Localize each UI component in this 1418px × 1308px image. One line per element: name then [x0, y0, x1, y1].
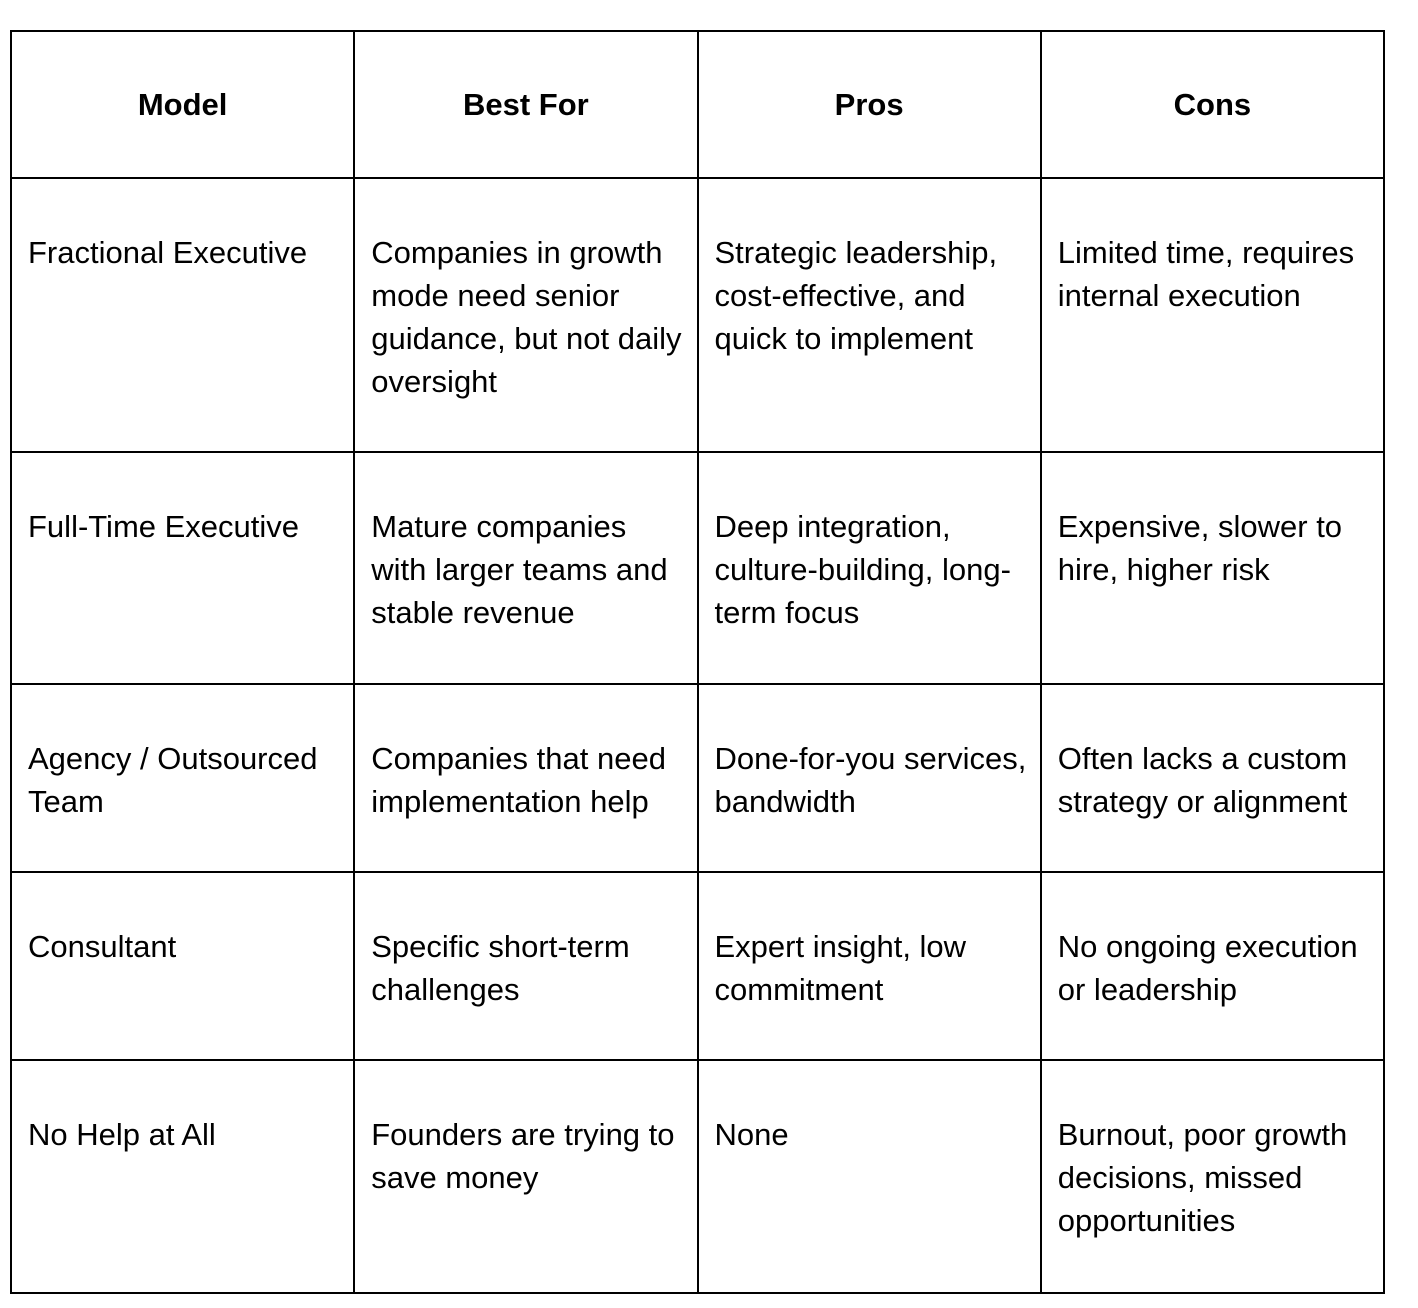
cell-best-for: Mature companies with larger teams and stable revenue — [354, 452, 697, 684]
cell-pros: Done-for-you services, bandwidth — [698, 684, 1041, 872]
table-row — [11, 178, 1384, 452]
header-row — [11, 31, 1384, 178]
header-model: Model — [11, 31, 354, 178]
cell-best-for: Companies in growth mode need senior guidance, but not daily oversight — [354, 178, 697, 452]
table-row — [11, 452, 1384, 684]
cell-pros: Expert insight, low commitment — [698, 872, 1041, 1060]
cell-best-for: Companies that need implementation help — [354, 684, 697, 872]
cell-model: Fractional Executive — [11, 178, 354, 452]
cell-pros: None — [698, 1060, 1041, 1293]
header-cons: Cons — [1041, 31, 1384, 178]
cell-model: Consultant — [11, 872, 354, 1060]
cell-model: Full-Time Executive — [11, 452, 354, 684]
comparison-table — [10, 30, 1385, 1294]
cell-cons: No ongoing execution or leadership — [1041, 872, 1384, 1060]
table-row — [11, 872, 1384, 1060]
cell-model: No Help at All — [11, 1060, 354, 1293]
table-row — [11, 684, 1384, 872]
header-best-for: Best For — [354, 31, 697, 178]
cell-pros: Deep integration, culture-building, long-term focus — [698, 452, 1041, 684]
cell-cons: Expensive, slower to hire, higher risk — [1041, 452, 1384, 684]
cell-model: Agency / Outsourced Team — [11, 684, 354, 872]
cell-cons: Often lacks a custom strategy or alignment — [1041, 684, 1384, 872]
table-row — [11, 1060, 1384, 1293]
cell-cons: Burnout, poor growth decisions, missed opportunities — [1041, 1060, 1384, 1293]
header-pros: Pros — [698, 31, 1041, 178]
cell-cons: Limited time, requires internal execution — [1041, 178, 1384, 452]
cell-pros: Strategic leadership, cost-effective, and quick to implement — [698, 178, 1041, 452]
cell-best-for: Specific short-term challenges — [354, 872, 697, 1060]
cell-best-for: Founders are trying to save money — [354, 1060, 697, 1293]
